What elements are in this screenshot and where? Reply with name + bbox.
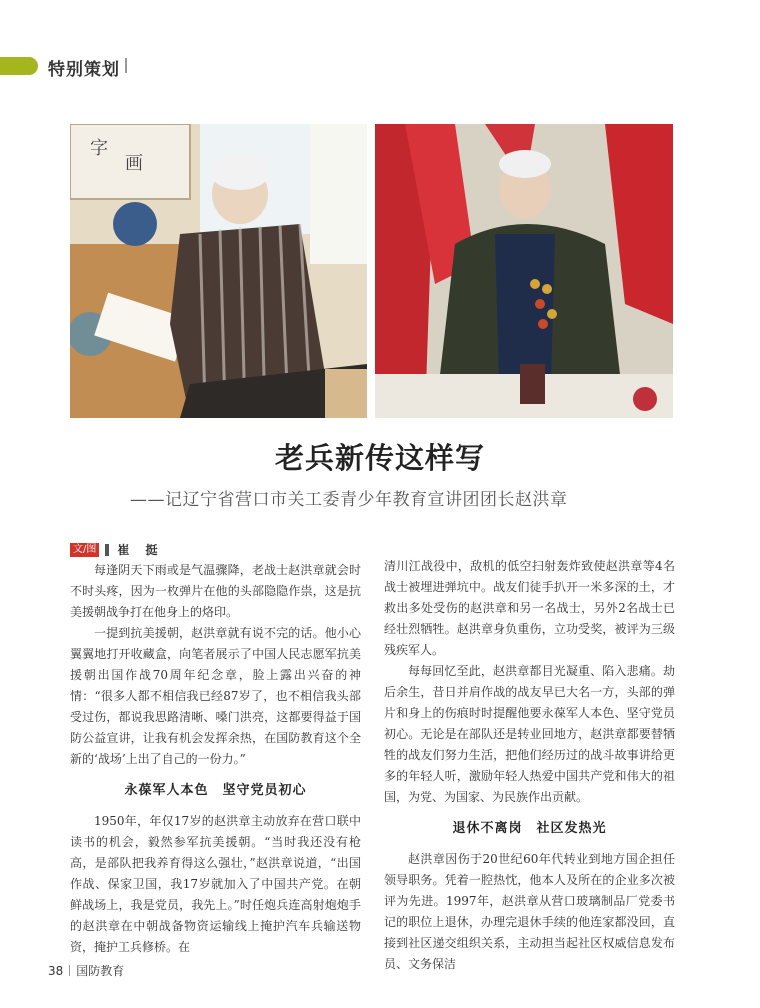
section-divider [125,58,127,73]
paragraph: 1950年，年仅17岁的赵洪章主动放弃在营口联中读书的机会，毅然参军抗美援朝。“当时我还没有枪高，是部队把我养育得这么强壮，”赵洪章说道，“出国作战、保家卫国，我17岁就加入了中国共产党。在朝鲜战场上，我是党员，我先上。”时任炮兵连高射炮炮手的赵洪章在中朝战备物资运输线上掩护汽车兵输送物资，掩护工兵修桥。在 [70,814,361,954]
byline-tag: 文/图 [70,543,99,557]
svg-text:画: 画 [125,153,143,174]
section-heading: 退休不离岗 社区发热光 [452,821,607,836]
paragraph: 每逢阴天下雨或是气温骤降，老战士赵洪章就会时不时头疼，因为一枚弹片在他的头部隐隐作祟，这是抗美援朝战争打在他身上的烙印。 [70,563,361,619]
magazine-name: 国防教育 [76,964,125,978]
byline-divider [105,544,109,556]
paragraph: 每每回忆至此，赵洪章都目光凝重、陷入悲痛。劫后余生，昔日并肩作战的战友早已大名一方，头部的弹片和身上的伤痕时时提醒他要永葆军人本色、坚守党员初心。无论是在部队还是转业回地方，赵洪章都要替牺牲的战友们努力生活，把他们经历过的战斗故事讲给更多的年轻人听，激励年轻人热爱中国共产党和伟大的祖国，为党、为国家、为民族作出贡献。 [384,664,675,804]
footer-divider [69,965,70,976]
section-heading: 永葆军人本色 坚守党员初心 [124,783,307,798]
section-title: 特别策划 [48,60,120,80]
paragraph: 一提到抗美援朝，赵洪章就有说不完的话。他小心翼翼地打开收藏盒，向笔者展示了中国人民志愿军抗美援朝出国作战70周年纪念章，脸上露出兴奋的神情：“很多人都不相信我已经87岁了，也不相信我头部受过伤，都说我思路清晰、嗓门洪亮，这都要得益于国防公益宣讲，让我有机会发挥余热，在国防教育这个全新的‘战场’上出了自己的一份力。” [70,626,361,766]
page-number: 38 [48,963,64,978]
article-title: 老兵新传这样写 [274,441,485,475]
section-accent-bar [0,57,38,75]
right-column [384,556,675,975]
left-column [70,560,361,958]
author-name: 崔 挺 [117,543,164,557]
paragraph: 清川江战役中，敌机的低空扫射轰炸致使赵洪章等4名战士被埋进弹坑中。战友们徒手扒开一米多深的土，才救出多处受伤的赵洪章和另一名战士，另外2名战士已经壮烈牺牲。赵洪章身负重伤，立功受奖，被评为三级残疾军人。 [384,559,675,657]
photo-veteran-with-medals-image [375,124,673,418]
photo-veteran-at-desk-image [70,124,367,418]
byline [70,541,164,558]
svg-text:字: 字 [90,138,108,159]
page-footer [48,962,124,979]
paragraph: 赵洪章因伤于20世纪60年代转业到地方国企担任领导职务。凭着一腔热忱，他本人及所在的企业多次被评为先进。1997年，赵洪章从营口玻璃制品厂党委书记的职位上退休，办理完退休手续的他连家都没回，直接到社区递交组织关系，主动担当起社区权威信息发布员、文务保洁 [384,852,675,971]
photo-veteran-at-desk [70,124,367,418]
article-subtitle: ——记辽宁省营口市关工委青少年教育宣讲团团长赵洪章 [130,490,568,510]
photo-veteran-with-medals [375,124,673,418]
